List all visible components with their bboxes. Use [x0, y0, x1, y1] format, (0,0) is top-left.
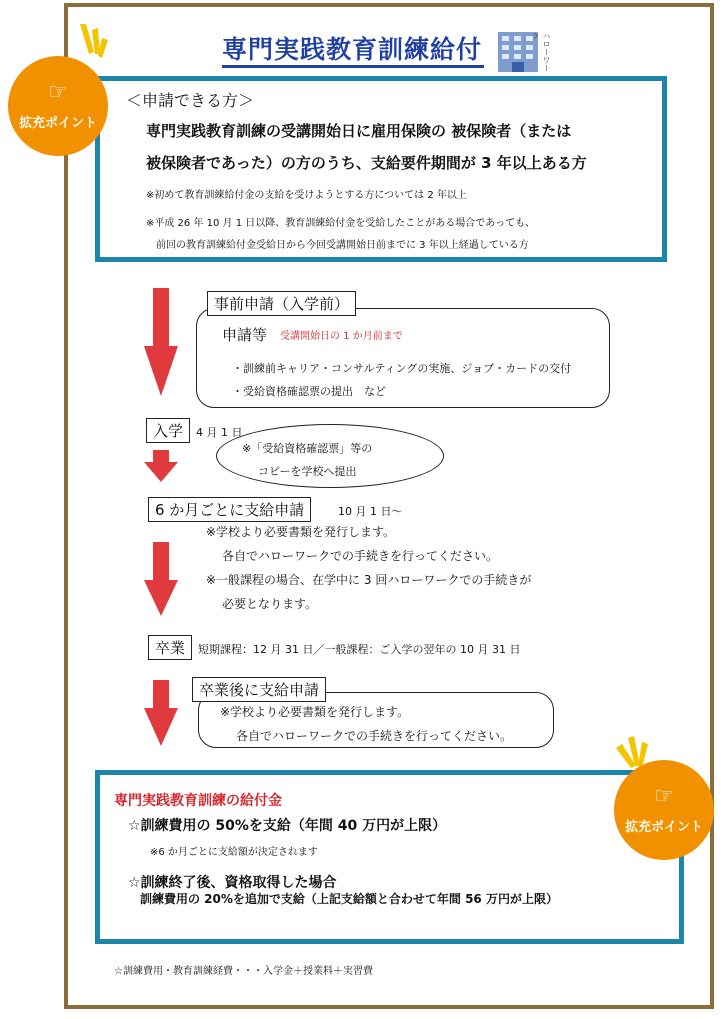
- pointing-hand-icon: ☞: [654, 784, 674, 809]
- pre-application-item1: ・訓練前キャリア・コンサルティングの実施、ジョブ・カードの交付: [232, 362, 572, 375]
- semiannual-label: 6 か月ごとに支給申請: [148, 497, 311, 522]
- benefits-heading: 専門実践教育訓練の給付金: [114, 793, 282, 809]
- post-graduation-label: 卒業後に支給申請: [192, 677, 326, 702]
- post-graduation-note2: 各自でハローワークでの手続きを行ってください。: [236, 729, 513, 743]
- sparkle-rays-icon: [72, 22, 112, 62]
- benefit-2: ☆訓練終了後、資格取得した場合: [128, 875, 337, 891]
- eligibility-heading: ＜申請できる方＞: [126, 91, 255, 110]
- post-graduation-note1: ※学校より必要書類を発行します。: [220, 705, 410, 719]
- semiannual-note4: 必要となります。: [222, 597, 318, 611]
- semiannual-note3: ※一般課程の場合、在学中に 3 回ハローワークでの手続きが: [206, 573, 532, 587]
- enrollment-label: 入学: [146, 418, 190, 443]
- pointing-hand-icon: ☞: [48, 80, 68, 105]
- pre-application-deadline: 受講開始日の 1 か月前まで: [280, 331, 403, 342]
- eligibility-note2b: 前回の教育訓練給付金受給日から今回受講開始日前までに 3 年以上経過している方: [156, 240, 529, 251]
- pre-application-item2: ・受給資格確認票の提出 など: [232, 385, 386, 398]
- footer-note: ☆訓練費用・教育訓練経費・・・入学金＋授業料＋実習費: [114, 966, 373, 977]
- expansion-point-badge-top: ☞ 拡充ポイント: [8, 56, 108, 156]
- benefit-1: ☆訓練費用の 50%を支給（年間 40 万円が上限）: [128, 818, 447, 834]
- semiannual-date: 10 月 1 日～: [338, 505, 403, 518]
- eligibility-line1: 専門実践教育訓練の受講開始日に雇用保険の 被保険者（または: [146, 122, 572, 140]
- benefit-1-note: ※6 か月ごとに支給額が決定されます: [150, 847, 318, 858]
- enrollment-date: 4 月 1 日: [196, 426, 243, 439]
- eligibility-line2: 被保険者であった）の方のうち、支給要件期間が 3 年以上ある方: [146, 154, 587, 172]
- hellowork-logo-text: ハローワーク: [531, 32, 551, 72]
- page-title: 専門実践教育訓練給付: [222, 35, 483, 64]
- enrollment-note1: ※「受給資格確認票」等の: [242, 442, 373, 455]
- enrollment-note2: コピーを学校へ提出: [258, 465, 357, 478]
- benefit-2-sub: 訓練費用の 20%を追加で支給（上記支給額と合わせて年間 56 万円が上限）: [140, 892, 558, 906]
- eligibility-note1: ※初めて教育訓練給付金の支給を受けようとする方については 2 年以上: [146, 190, 467, 201]
- semiannual-note2: 各自でハローワークでの手続きを行ってください。: [222, 549, 499, 563]
- graduation-label: 卒業: [148, 635, 192, 660]
- graduation-desc: 短期課程：12 月 31 日／一般課程：ご入学の翌年の 10 月 31 日: [198, 643, 521, 656]
- title-underline: [222, 65, 484, 68]
- pre-application-sub: 申請等: [222, 326, 268, 344]
- eligibility-note2a: ※平成 26 年 10 月 1 日以降、教育訓練給付金を受給したことがある場合であっても、: [146, 218, 536, 229]
- pre-application-label: 事前申請（入学前）: [207, 291, 356, 316]
- expansion-point-badge-bottom: ☞ 拡充ポイント: [614, 760, 714, 860]
- semiannual-note1: ※学校より必要書類を発行します。: [206, 525, 396, 539]
